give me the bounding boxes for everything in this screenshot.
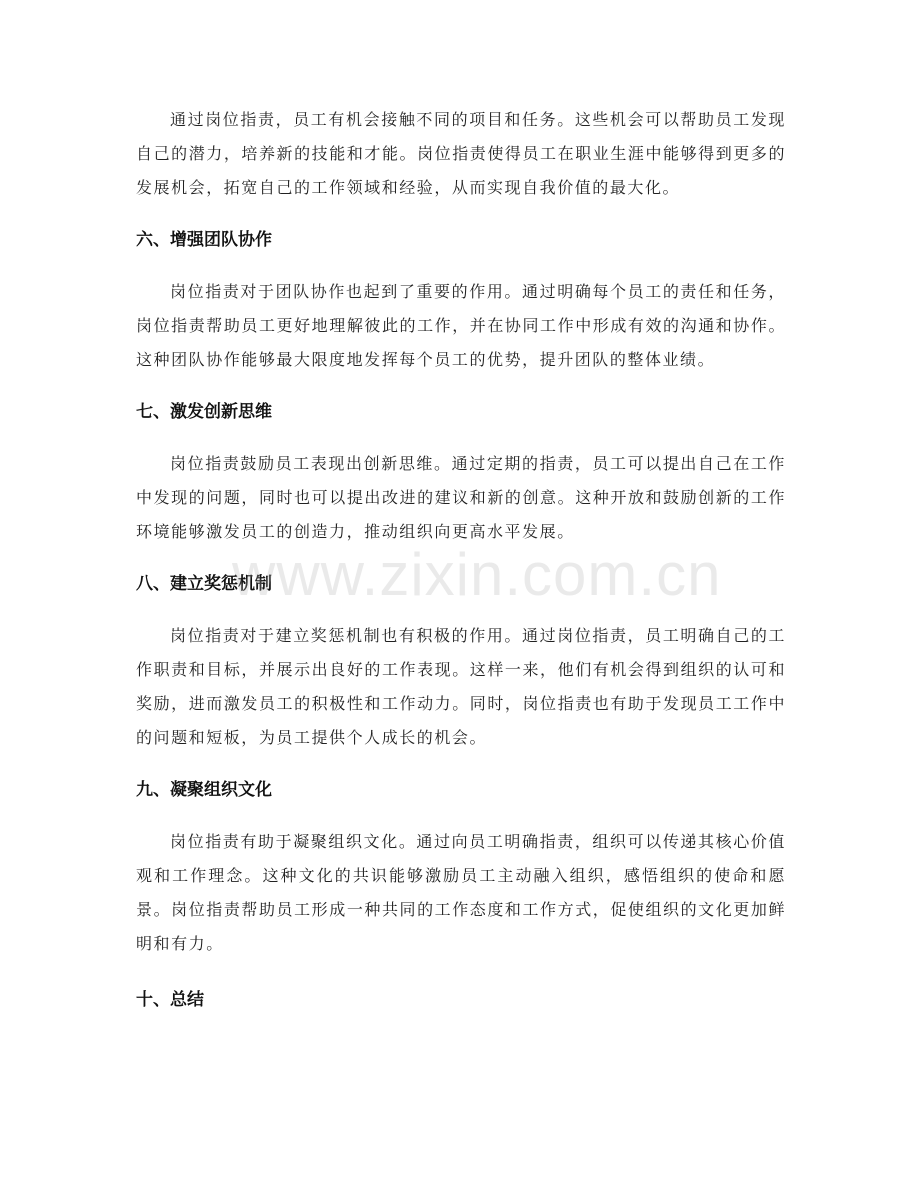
- section-heading-10: 十、总结: [136, 990, 204, 1010]
- section-body-8: 岗位指责对于建立奖惩机制也有积极的作用。通过岗位指责，员工明确自己的工作职责和目标，并展示出良好的工作表现。这样一来，他们有机会得到组织的认可和奖励，进而激发员工的积极性和工作动力。同时，岗位指责也有助于发现员工工作中的问题和短板，为员工提供个人成长的机会。: [136, 626, 786, 747]
- section-heading-9: 九、凝聚组织文化: [136, 780, 272, 800]
- section-heading-6: 六、增强团队协作: [136, 230, 272, 250]
- section-heading-7: 七、激发创新思维: [136, 402, 272, 422]
- watermark: www.zixin.com.cn: [232, 541, 722, 608]
- document-body: [136, 103, 786, 1017]
- section-body-6: 岗位指责对于团队协作也起到了重要的作用。通过明确每个员工的责任和任务，岗位指责帮助员工更好地理解彼此的工作，并在协同工作中形成有效的沟通和协作。这种团队协作能够最大限度地发挥每个员工的优势，提升团队的整体业绩。: [136, 282, 786, 369]
- intro-paragraph: 通过岗位指责，员工有机会接触不同的项目和任务。这些机会可以帮助员工发现自己的潜力，培养新的技能和才能。岗位指责使得员工在职业生涯中能够得到更多的发展机会，拓宽自己的工作领域和经验，从而实现自我价值的最大化。: [136, 110, 786, 197]
- section-heading-8: 八、建立奖惩机制: [136, 574, 272, 594]
- section-body-9: 岗位指责有助于凝聚组织文化。通过向员工明确指责，组织可以传递其核心价值观和工作理念。这种文化的共识能够激励员工主动融入组织，感悟组织的使命和愿景。岗位指责帮助员工形成一种共同的工作态度和工作方式，促使组织的文化更加鲜明和有力。: [136, 832, 786, 953]
- section-body-7: 岗位指责鼓励员工表现出创新思维。通过定期的指责，员工可以提出自己在工作中发现的问题，同时也可以提出改进的建议和新的创意。这种开放和鼓励创新的工作环境能够激发员工的创造力，推动组织向更高水平发展。: [136, 454, 786, 541]
